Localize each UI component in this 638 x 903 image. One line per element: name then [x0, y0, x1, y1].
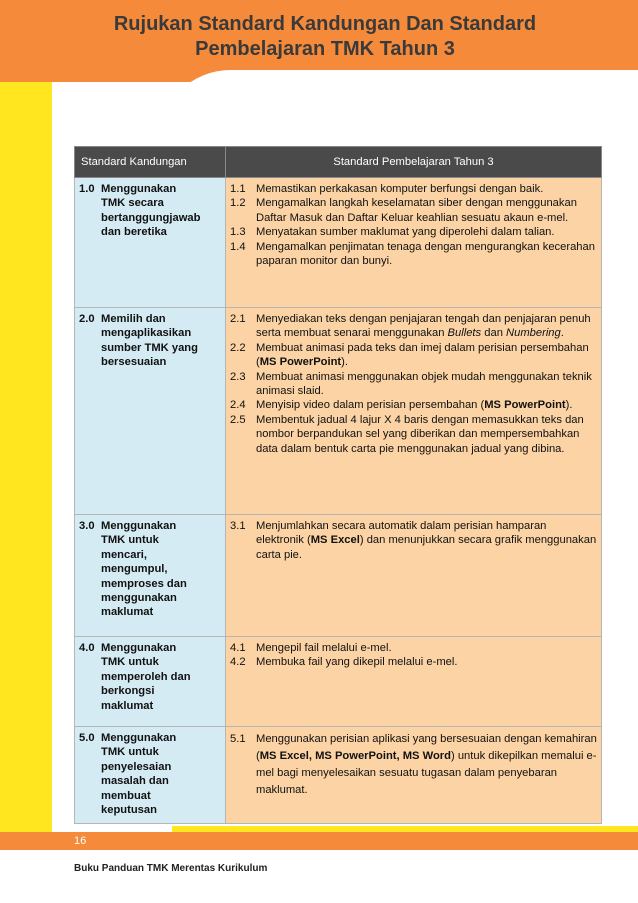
header-curve — [160, 70, 638, 142]
italic-term: Bullets — [447, 327, 482, 340]
item-text-part: Menyisip video dalam perisian persembahan ( — [256, 399, 485, 412]
item-number: 1.1 — [230, 183, 246, 195]
item-text-part: ) dan menunjukkan secara grafik menggunakan carta pie. — [256, 534, 597, 561]
title-line-1: Rujukan Standard Kandungan Dan Standard — [113, 13, 537, 35]
std-text: masalah dan — [101, 775, 169, 788]
standards-table — [74, 146, 602, 824]
std-text: membuat — [101, 789, 151, 802]
std-text: maklumat — [101, 606, 154, 619]
std-number: 1.0 — [79, 183, 95, 195]
book-title: Buku Panduan TMK Merentas Kurikulum — [74, 863, 268, 874]
list-item — [230, 398, 597, 412]
std-text: Menggunakan — [101, 642, 177, 654]
std-text: bersesuaian — [101, 356, 167, 369]
std-text: berkongsi — [101, 685, 155, 698]
item-number: 2.5 — [230, 413, 246, 426]
list-item — [230, 370, 597, 399]
std-text: TMK secara — [101, 197, 164, 210]
std-text: maklumat — [101, 699, 154, 712]
table-row — [75, 308, 602, 515]
page-title — [60, 12, 590, 62]
list-item — [230, 641, 597, 655]
item-text-part: . — [560, 327, 564, 340]
std-text: TMK untuk — [101, 534, 159, 547]
table-header-row — [75, 147, 602, 178]
list-item — [230, 225, 597, 239]
item-number: 2.1 — [230, 313, 246, 325]
item-number: 4.1 — [230, 642, 246, 654]
bold-term: MS PowerPoint — [259, 356, 342, 369]
col-header-standard-pembelajaran: Standard Pembelajaran Tahun 3 — [226, 147, 602, 178]
bold-term: MS Excel — [310, 534, 360, 547]
item-number: 2.4 — [230, 399, 246, 412]
table-row — [75, 178, 602, 308]
standard-pembelajaran-cell — [226, 308, 602, 515]
list-item — [230, 240, 597, 269]
list-item — [230, 655, 597, 669]
item-number: 2.2 — [230, 341, 246, 354]
item-text-part: Menggunakan perisian aplikasi yang bersesuaian dengan kemahiran ( — [256, 733, 597, 762]
std-number: 2.0 — [79, 313, 95, 325]
list-item — [230, 731, 597, 799]
col-header-standard-kandungan: Standard Kandungan — [75, 147, 226, 178]
yellow-accent — [0, 82, 52, 142]
std-text: Menggunakan — [101, 732, 177, 744]
list-item — [230, 341, 597, 370]
item-number: 3.1 — [230, 520, 246, 532]
item-text-part: ) untuk dikepilkan memalui e-mel bagi menyelesaikan sesuatu tugasan dalam penyebaran maklumat. — [256, 750, 597, 796]
item-number: 5.1 — [230, 733, 246, 745]
item-text: Memastikan perkakasan komputer berfungsi dengan baik. — [256, 183, 544, 195]
item-text — [256, 341, 597, 370]
std-number: 3.0 — [79, 520, 95, 532]
table-row — [75, 515, 602, 637]
standard-pembelajaran-cell — [226, 515, 602, 637]
list-item — [230, 312, 597, 341]
item-text: Mengepil fail melalui e-mel. — [256, 642, 392, 654]
item-text-part: Membuat animasi pada teks dan imej dalam perisian persembahan ( — [256, 341, 589, 369]
standard-kandungan-cell — [75, 515, 226, 637]
item-number: 1.4 — [230, 240, 246, 253]
std-text: dan beretika — [101, 226, 167, 239]
std-text: Menggunakan — [101, 183, 177, 195]
item-text: Membentuk jadual 4 lajur X 4 baris dengan memasukkan teks dan nombor berpandukan sel yang diberikan dan mempersembahkan data dalam bentuk carta pie menggunakan jadual yang dibina. — [256, 413, 584, 455]
std-number: 4.0 — [79, 642, 95, 654]
italic-term: Numbering — [506, 327, 561, 340]
item-number: 1.3 — [230, 226, 246, 239]
item-text: Mengamalkan langkah keselamatan siber dengan menggunakan Daftar Masuk dan Daftar Keluar keahlian sesuatu akaun e-mel. — [256, 197, 577, 224]
std-text: memperoleh dan — [101, 670, 191, 683]
std-text: penyelesaian — [101, 760, 172, 773]
item-number: 1.2 — [230, 197, 246, 210]
std-text: mengaplikasikan — [101, 327, 192, 340]
table-row — [75, 637, 602, 727]
list-item — [230, 182, 597, 196]
title-line-2: Pembelajaran TMK Tahun 3 — [195, 38, 455, 60]
standard-pembelajaran-cell — [226, 727, 602, 824]
item-text-part: ). — [565, 399, 573, 412]
left-yellow-strip — [0, 142, 52, 832]
standard-kandungan-cell — [75, 178, 226, 308]
page-number: 16 — [74, 835, 87, 847]
item-text — [256, 731, 597, 799]
item-text: Membuat animasi menggunakan objek mudah menggunakan teknik animasi slaid. — [256, 370, 592, 398]
list-item — [230, 519, 597, 562]
footer-band — [0, 832, 638, 850]
item-text: Membuka fail yang dikepil melalui e-mel. — [256, 656, 458, 669]
item-text-part: dan — [481, 327, 507, 340]
std-text: sumber TMK yang — [101, 341, 198, 354]
std-text: bertanggungjawab — [101, 211, 201, 224]
item-text — [256, 312, 597, 341]
bold-term: MS PowerPoint — [484, 399, 566, 412]
item-text — [256, 519, 597, 562]
std-text: Menggunakan — [101, 520, 177, 532]
std-number: 5.0 — [79, 732, 95, 744]
std-text: memproses dan — [101, 577, 187, 590]
item-text-part: Menjumlahkan secara automatik dalam perisian hamparan elektronik ( — [256, 520, 547, 547]
table-row — [75, 727, 602, 824]
item-number: 2.3 — [230, 370, 246, 383]
std-text: TMK untuk — [101, 746, 159, 759]
bold-term: MS Excel, MS PowerPoint, MS Word — [259, 750, 451, 762]
standard-kandungan-cell — [75, 308, 226, 515]
item-number: 4.2 — [230, 656, 246, 669]
item-text — [256, 398, 597, 412]
standard-pembelajaran-cell — [226, 637, 602, 727]
std-text: Memilih dan — [101, 313, 166, 325]
std-text: keputusan — [101, 804, 157, 817]
std-text: menggunakan — [101, 592, 177, 605]
item-text-part: Menyediakan teks dengan penjajaran tengah dan penjajaran penuh serta membuat senarai menggunakan — [256, 313, 591, 340]
item-text: Menyatakan sumber maklumat yang diperolehi dalam talian. — [256, 226, 555, 239]
standard-pembelajaran-cell — [226, 178, 602, 308]
list-item — [230, 413, 597, 456]
std-text: mencari, — [101, 548, 148, 561]
standard-kandungan-cell — [75, 727, 226, 824]
std-text: mengumpul, — [101, 563, 168, 576]
standard-kandungan-cell — [75, 637, 226, 727]
item-text: Mengamalkan penjimatan tenaga dengan mengurangkan kecerahan paparan monitor dan bunyi. — [256, 240, 595, 268]
std-text: TMK untuk — [101, 656, 159, 669]
list-item — [230, 196, 597, 225]
item-text-part: ). — [341, 356, 349, 369]
